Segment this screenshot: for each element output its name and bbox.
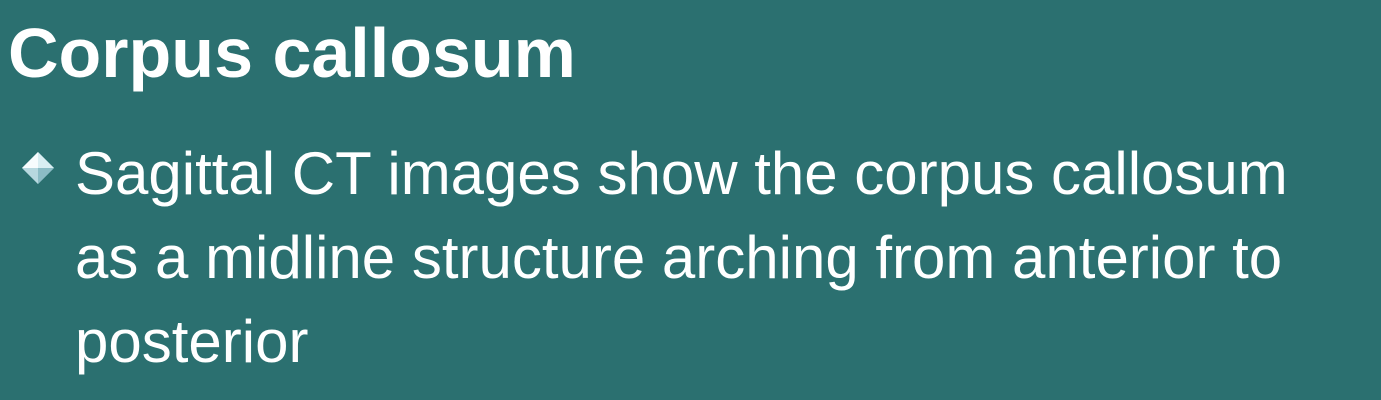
bullet-list (0, 132, 1381, 384)
bullet-text: Sagittal CT images show the corpus callosum as a midline structure arching from anterior to posterior (75, 140, 1288, 375)
diamond-bullet-icon (21, 151, 55, 185)
bullet-item (0, 132, 1325, 384)
slide-title: Corpus callosum (8, 14, 576, 92)
